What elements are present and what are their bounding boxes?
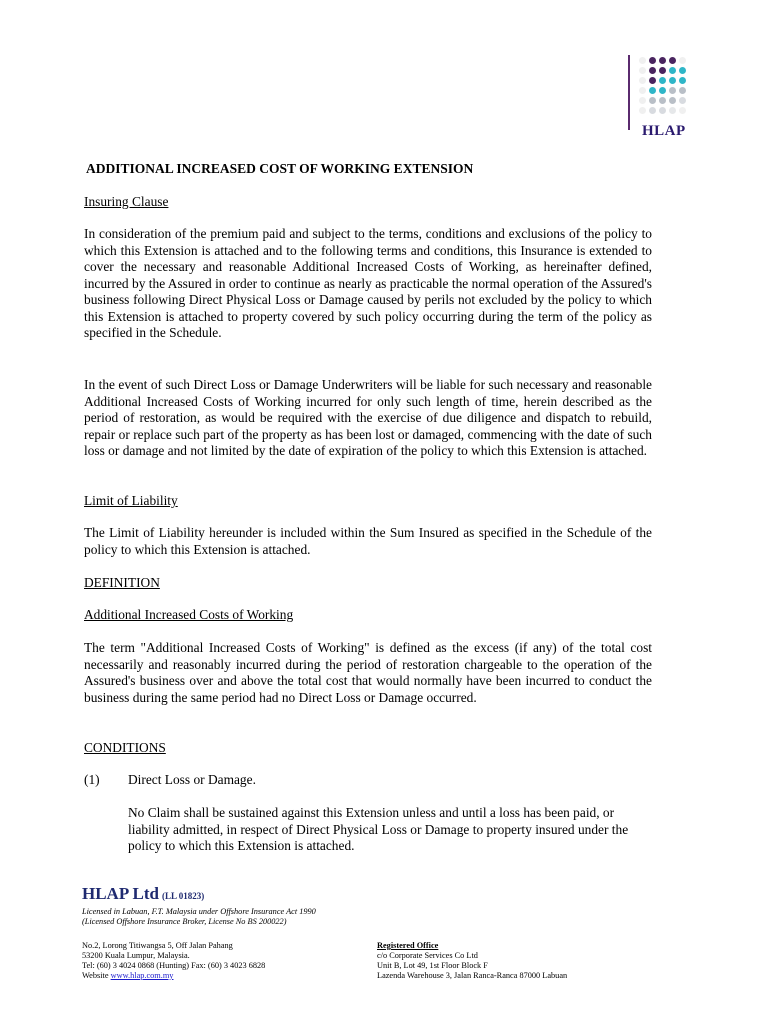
logo-dot bbox=[639, 67, 646, 74]
logo-dot bbox=[679, 87, 686, 94]
logo-dot bbox=[649, 87, 656, 94]
registered-office-line-1: c/o Corporate Services Co Ltd bbox=[377, 951, 478, 960]
logo-dot bbox=[659, 97, 666, 104]
condition-body: No Claim shall be sustained against this Extension unless and until a loss has been paid, or liability admitted, in respect of Direct Physical Loss or Damage to property insured under the policy to which this Extension is attached. bbox=[128, 805, 629, 853]
definition-heading: DEFINITION bbox=[84, 575, 160, 590]
logo-dot bbox=[649, 67, 656, 74]
logo-dot bbox=[669, 97, 676, 104]
footer-license bbox=[82, 907, 316, 927]
insuring-clause-paragraph-2: In the event of such Direct Loss or Damage Underwriters will be liable for such necessary and reasonable Additional Increased Costs of Working incurred for only such length of time, herein described as the period of restoration, as would be required with the exercise of due diligence and dispatch to rebuild, repair or replace such part of the property as has been lost or damaged, commencing with the date of such loss or damage and not limited by the date of expiration of the policy to which this Extension is attached. bbox=[84, 377, 652, 458]
logo-dot bbox=[649, 77, 656, 84]
hlap-logo bbox=[628, 55, 698, 145]
footer-address-line-1: No.2, Lorong Titiwangsa 5, Off Jalan Pahang bbox=[82, 941, 233, 950]
footer-address-line-3: Tel: (60) 3 4024 0868 (Hunting) Fax: (60) 3 4023 6828 bbox=[82, 961, 266, 970]
insuring-clause-paragraph-1: In consideration of the premium paid and subject to the terms, conditions and exclusions of the policy to which this Extension is attached and to the following terms and conditions, this Insurance is extended to cover the necessary and reasonable Additional Increased Costs of Working, as hereinafter defined, incurred by the Assured in order to continue as nearly as practicable the normal operation of the Assured's business following Direct Physical Loss or Damage caused by perils not excluded by the policy to which this Extension is attached to property covered by such policy occurring during the term of the policy as specified in the Schedule. bbox=[84, 226, 652, 340]
footer-registered-office bbox=[377, 941, 567, 981]
logo-dot bbox=[659, 57, 666, 64]
document-title: ADDITIONAL INCREASED COST OF WORKING EXTENSION bbox=[86, 161, 474, 176]
logo-dot bbox=[679, 67, 686, 74]
logo-dot bbox=[639, 107, 646, 114]
definition-paragraph: The term "Additional Increased Costs of Working" is defined as the excess (if any) of the total cost necessarily and reasonably incurred during the period of restoration chargeable to the operation of the Assured's business over and above the total cost that would normally have been incurred to conduct the business during the same period had no Direct Loss or Damage occurred. bbox=[84, 640, 652, 705]
footer-address-line-2: 53200 Kuala Lumpur, Malaysia. bbox=[82, 951, 190, 960]
footer-license-line-2: (Licensed Offshore Insurance Broker, License No BS 200022) bbox=[82, 917, 287, 926]
footer-company-name: HLAP Ltd bbox=[82, 884, 159, 903]
logo-dot bbox=[659, 107, 666, 114]
footer-address bbox=[82, 941, 265, 981]
logo-dot bbox=[639, 97, 646, 104]
insuring-clause-heading: Insuring Clause bbox=[84, 194, 169, 209]
registered-office-line-3: Lazenda Warehouse 3, Jalan Ranca-Ranca 87000 Labuan bbox=[377, 971, 568, 980]
logo-dot bbox=[639, 87, 646, 94]
logo-dot bbox=[679, 57, 686, 64]
logo-dot bbox=[659, 87, 666, 94]
footer-website-link[interactable]: www.hlap.com.my bbox=[110, 971, 174, 980]
logo-dot bbox=[679, 107, 686, 114]
footer-company-number: (LL 01823) bbox=[162, 891, 205, 901]
logo-dot bbox=[679, 77, 686, 84]
logo-dot bbox=[669, 87, 676, 94]
condition-title: Direct Loss or Damage. bbox=[128, 772, 256, 787]
logo-dot bbox=[649, 107, 656, 114]
logo-dot bbox=[639, 77, 646, 84]
registered-office-line-2: Unit B, Lot 49, 1st Floor Block F bbox=[377, 961, 488, 970]
logo-dot bbox=[679, 97, 686, 104]
definition-subheading: Additional Increased Costs of Working bbox=[84, 607, 294, 622]
logo-bar bbox=[628, 55, 630, 130]
logo-dot bbox=[669, 57, 676, 64]
logo-dot bbox=[669, 67, 676, 74]
logo-text: HLAP bbox=[642, 123, 686, 139]
condition-number: (1) bbox=[84, 772, 100, 787]
logo-dot bbox=[669, 107, 676, 114]
logo-dot bbox=[639, 57, 646, 64]
logo-dot bbox=[669, 77, 676, 84]
footer-license-line-1: Licensed in Labuan, F.T. Malaysia under Offshore Insurance Act 1990 bbox=[82, 907, 316, 916]
limit-of-liability-heading: Limit of Liability bbox=[84, 493, 178, 508]
footer-company bbox=[82, 884, 204, 904]
logo-dot bbox=[659, 67, 666, 74]
registered-office-heading: Registered Office bbox=[377, 941, 439, 950]
footer-website-label: Website bbox=[82, 971, 109, 980]
limit-of-liability-paragraph: The Limit of Liability hereunder is included within the Sum Insured as specified in the Schedule of the policy to which this Extension is attached. bbox=[84, 525, 652, 557]
logo-dot-grid bbox=[639, 57, 687, 115]
logo-dot bbox=[649, 57, 656, 64]
footer-website-line bbox=[82, 971, 265, 981]
logo-dot bbox=[659, 77, 666, 84]
logo-dot bbox=[649, 97, 656, 104]
conditions-heading: CONDITIONS bbox=[84, 740, 166, 755]
